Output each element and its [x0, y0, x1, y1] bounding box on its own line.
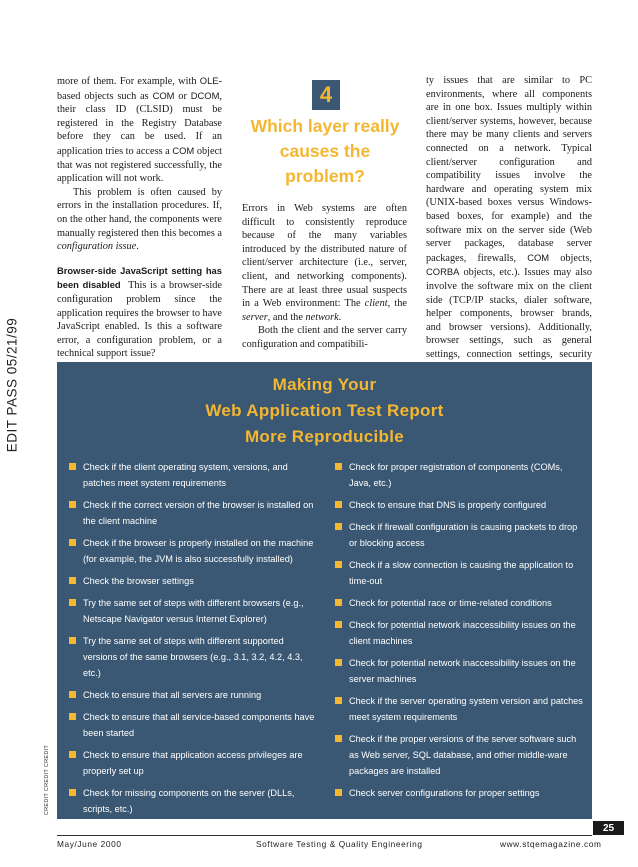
- square-bullet-icon: [69, 501, 76, 508]
- checklist-item-text: Check if firewall configuration is causing packets to drop or blocking access: [349, 522, 578, 548]
- square-bullet-icon: [69, 577, 76, 584]
- checklist-item: [69, 459, 317, 491]
- checklist-item: [69, 595, 317, 627]
- text-run: CORBA: [426, 266, 460, 278]
- checklist-item: [69, 747, 317, 779]
- text-run: network: [305, 311, 339, 323]
- square-bullet-icon: [335, 599, 342, 606]
- checklist-item: [69, 633, 317, 681]
- checklist-item: [335, 595, 583, 611]
- text-run: .: [338, 311, 342, 323]
- photo-credit: [40, 740, 54, 820]
- middle-paragraph-1: [242, 202, 407, 324]
- checklist-item-text: Check to ensure that all service-based components have been started: [83, 712, 315, 738]
- square-bullet-icon: [335, 561, 342, 568]
- square-bullet-icon: [335, 523, 342, 530]
- checklist-item: [335, 557, 583, 589]
- square-bullet-icon: [69, 599, 76, 606]
- subsection-heading: Browser-side JavaScript setting has been disabled: [57, 264, 222, 291]
- checklist-item: [335, 519, 583, 551]
- checklist-item-text: Check to ensure that application access privileges are properly set up: [83, 750, 303, 776]
- left-paragraph-1: [57, 74, 222, 186]
- checklist-item-text: Check if the server operating system version and patches meet system requirements: [349, 696, 583, 722]
- square-bullet-icon: [69, 713, 76, 720]
- square-bullet-icon: [69, 691, 76, 698]
- square-bullet-icon: [69, 751, 76, 758]
- text-run: DCOM: [190, 89, 220, 101]
- text-run: This problem is often caused by errors in the installation procedures. If, on the other hand, the components were manually registered then this becomes a: [57, 186, 222, 239]
- page-number: 25: [593, 821, 624, 835]
- edit-pass-stamp: [2, 300, 22, 470]
- photo-credit-text: CREDIT CREDIT CREDIT: [44, 744, 50, 816]
- left-column: [57, 74, 222, 361]
- checklist-item: [335, 693, 583, 725]
- checklist-item: [69, 709, 317, 741]
- text-run: objects, etc.). Issues may also involve the software mix on the client side (TCP/IP stacks, dialer software, helper components, browser brands, and browser versions). Additionally, browser settings, such as general settings, connection settings, security: [426, 267, 592, 360]
- text-run: , the: [387, 298, 407, 310]
- text-run: .: [136, 241, 139, 253]
- checklist-item-text: Check the browser settings: [83, 576, 194, 586]
- square-bullet-icon: [69, 463, 76, 470]
- checklist-item-text: Try the same set of steps with different browsers (e.g., Netscape Navigator versus Internet Explorer): [83, 598, 304, 624]
- text-run: , their class ID (CLSID) must be registered in the Registry Database before they can be used. If an application tries to access a: [57, 90, 222, 157]
- checklist-item: [335, 785, 583, 801]
- checklist-right: [335, 459, 583, 807]
- checklist-item: [69, 687, 317, 703]
- checklist-item: [69, 785, 317, 817]
- square-bullet-icon: [335, 659, 342, 666]
- square-bullet-icon: [69, 789, 76, 796]
- panel-title-line: Making Your: [272, 375, 377, 394]
- checklist-item: [335, 459, 583, 491]
- middle-paragraph-2: Both the client and the server carry configuration and compatibili-: [242, 325, 407, 350]
- checklist-item: [69, 497, 317, 529]
- checklist-item-text: Check if the client operating system, versions, and patches meet system requirements: [83, 462, 288, 488]
- square-bullet-icon: [335, 789, 342, 796]
- checklist-item: [69, 535, 317, 567]
- checklist-item-text: Check for proper registration of components (COMs, Java, etc.): [349, 462, 563, 488]
- text-run: COM: [527, 251, 550, 263]
- checklist-item-text: Check if the browser is properly installed on the machine (for example, the JVM is also successfully installed): [83, 538, 314, 564]
- checklist-item-text: Check to ensure that DNS is properly configured: [349, 500, 547, 510]
- text-run: , and the: [267, 311, 306, 323]
- right-column: [426, 74, 592, 375]
- checklist-left: [69, 459, 317, 823]
- panel-title-line: Web Application Test Report: [205, 401, 444, 420]
- text-run: OLE: [199, 75, 219, 86]
- section-title: Which layer really causes the problem?: [250, 116, 400, 186]
- text-run: objects,: [549, 252, 592, 264]
- text-run: Errors in Web systems are often difficult to consistently reproduce because of the many variables introduced by the distributed nature of client/server architecture (i.e., server, client, and networking components). There are at least three usual suspects in a Web environment: The: [242, 203, 407, 310]
- square-bullet-icon: [335, 621, 342, 628]
- checklist-item-text: Check server configurations for proper settings: [349, 788, 540, 798]
- checklist-item: [335, 617, 583, 649]
- square-bullet-icon: [335, 463, 342, 470]
- text-run: configuration issue: [57, 241, 137, 253]
- footer-date: May/June 2000: [57, 839, 122, 849]
- square-bullet-icon: [335, 697, 342, 704]
- right-paragraph-1: [426, 74, 592, 375]
- edit-pass-stamp-text: EDIT PASS 05/21/99: [4, 317, 20, 453]
- section-number: 4: [319, 82, 333, 107]
- checklist-panel: [57, 362, 592, 819]
- middle-column: [242, 202, 407, 352]
- text-run: -based objects such as: [57, 76, 222, 102]
- checklist-item-text: Check for potential race or time-related conditions: [349, 598, 552, 608]
- checklist-item-text: Check for missing components on the server (DLLs, scripts, etc.): [83, 788, 295, 814]
- square-bullet-icon: [69, 637, 76, 644]
- text-run: object that was not registered successfully, the application will not work.: [57, 145, 222, 185]
- checklist-item: [335, 731, 583, 779]
- checklist-item-text: Check if a slow connection is causing the application to time-out: [349, 560, 574, 586]
- square-bullet-icon: [335, 735, 342, 742]
- square-bullet-icon: [335, 501, 342, 508]
- square-bullet-icon: [69, 539, 76, 546]
- checklist-item-text: Check for potential network inaccessibility issues on the client machines: [349, 620, 576, 646]
- checklist-item: [335, 655, 583, 687]
- checklist-item: [69, 573, 317, 589]
- footer-magazine: Software Testing & Quality Engineering: [256, 839, 423, 849]
- text-run: This is a browser-side configuration problem since the application requires the browser to have JavaScript enabled. Is this a software error, a configuration problem, or a technical support issue?: [57, 280, 222, 360]
- section-number-badge: [312, 80, 340, 110]
- text-run: COM: [152, 89, 175, 101]
- panel-title-line: More Reproducible: [244, 427, 405, 446]
- text-run: ty issues that are similar to PC environments, where all components are in one box. Issues multiply within client/server systems, however, because there may be many clients and servers connected on a network. Typical client/server configuration and compatibility issues involve the hardware and operating system mix (UNIX-based boxes versus Windows-based boxes, for example) and the software mix on the server side (Web server packages, database server packages, firewalls,: [426, 75, 592, 264]
- text-run: more of them. For example, with: [57, 76, 200, 87]
- left-paragraph-2: [57, 186, 222, 254]
- footer-url: www.stqemagazine.com: [500, 839, 602, 849]
- checklist-item-text: Check for potential network inaccessibility issues on the server machines: [349, 658, 576, 684]
- text-run: COM: [172, 144, 195, 156]
- footer-divider: [57, 835, 592, 836]
- panel-title: [57, 372, 592, 450]
- text-run: client: [364, 298, 388, 310]
- text-run: server: [242, 311, 268, 323]
- checklist-item: [335, 497, 583, 513]
- left-paragraph-3: [57, 264, 222, 361]
- text-run: or: [174, 90, 191, 102]
- checklist-item-text: Check to ensure that all servers are running: [83, 690, 262, 700]
- checklist-item-text: Try the same set of steps with different supported versions of the same browsers (e.g., 3.1, 3.2, 4.2, 4.3, etc.): [83, 636, 303, 678]
- checklist-item-text: Check if the proper versions of the server software such as Web server, SQL database, and other middle-ware packages are installed: [349, 734, 577, 776]
- checklist-item-text: Check if the correct version of the browser is installed on the client machine: [83, 500, 314, 526]
